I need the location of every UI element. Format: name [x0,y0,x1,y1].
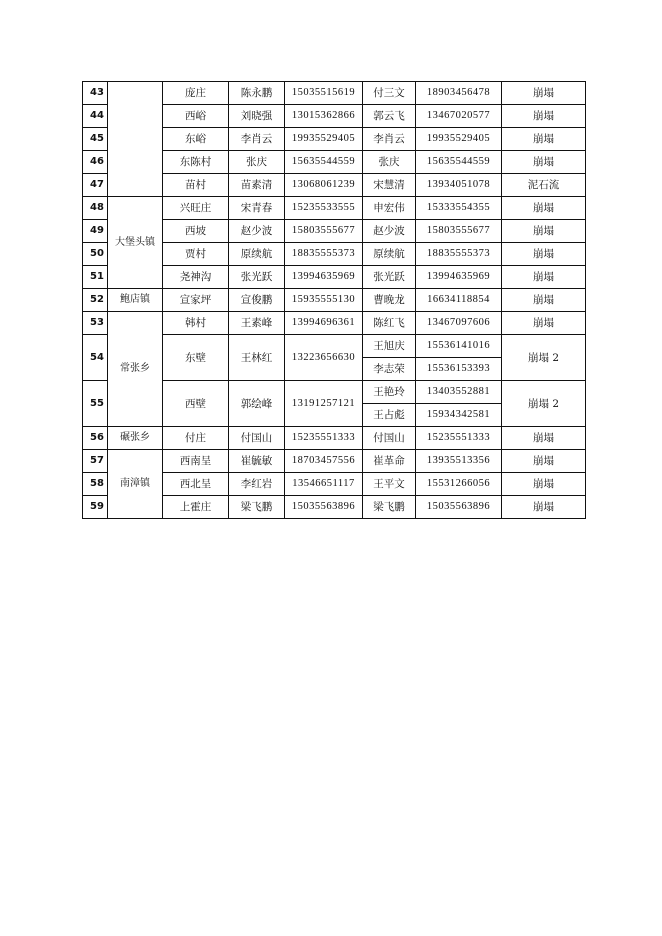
monitor-cell: 王平文 [363,473,416,496]
village-cell: 西壁 [163,381,229,427]
leader-phone-cell: 15635544559 [285,151,363,174]
town-cell: 南漳镇 [108,450,163,519]
leader-phone-cell: 19935529405 [285,128,363,151]
village-cell: 付庄 [163,427,229,450]
hazard-cell: 崩塌 2 [502,381,586,427]
row-number: 50 [83,243,108,266]
leader-cell: 苗素清 [229,174,285,197]
leader-phone-cell: 13068061239 [285,174,363,197]
leader-phone-cell: 13223656630 [285,335,363,381]
leader-phone-cell: 15035563896 [285,496,363,519]
monitor-phone-cell: 15235551333 [416,427,502,450]
hazard-cell: 崩塌 [502,473,586,496]
leader-cell: 原续航 [229,243,285,266]
village-cell: 韩村 [163,312,229,335]
leader-phone-cell: 15235551333 [285,427,363,450]
row-number: 49 [83,220,108,243]
monitor-phone-cell: 15536141016 [416,335,502,358]
leader-cell: 李红岩 [229,473,285,496]
monitor-cell: 宋慧清 [363,174,416,197]
leader-cell: 刘晓强 [229,105,285,128]
leader-phone-cell: 15235533555 [285,197,363,220]
town-cell-empty [108,82,163,197]
hazard-cell: 崩塌 [502,243,586,266]
monitor-phone-cell: 13403552881 [416,381,502,404]
row-number: 46 [83,151,108,174]
monitor-cell: 曹晚龙 [363,289,416,312]
monitor-cell: 赵少波 [363,220,416,243]
town-cell: 大堡头镇 [108,197,163,289]
leader-phone-cell: 18703457556 [285,450,363,473]
row-number: 44 [83,105,108,128]
monitor-phone-cell: 18835555373 [416,243,502,266]
monitor-phone-cell: 15536153393 [416,358,502,381]
hazard-cell: 崩塌 [502,496,586,519]
leader-cell: 王素峰 [229,312,285,335]
monitor-cell: 梁飞鹏 [363,496,416,519]
leader-cell: 张光跃 [229,266,285,289]
monitor-cell: 申宏伟 [363,197,416,220]
hazard-cell: 崩塌 [502,312,586,335]
monitor-cell: 李肖云 [363,128,416,151]
monitor-phone-cell: 13934051078 [416,174,502,197]
village-cell: 西北呈 [163,473,229,496]
town-cell: 碾张乡 [108,427,163,450]
village-cell: 庞庄 [163,82,229,105]
village-cell: 东峪 [163,128,229,151]
leader-phone-cell: 13191257121 [285,381,363,427]
monitor-cell: 李志荣 [363,358,416,381]
row-number: 53 [83,312,108,335]
row-number: 58 [83,473,108,496]
table-row [83,427,586,450]
monitor-cell: 王占彪 [363,404,416,427]
row-number: 54 [83,335,108,381]
monitor-phone-cell: 15333554355 [416,197,502,220]
row-number: 45 [83,128,108,151]
table-row [83,312,586,335]
monitor-cell: 张庆 [363,151,416,174]
monitor-phone-cell: 15803555677 [416,220,502,243]
row-number: 51 [83,266,108,289]
row-number: 52 [83,289,108,312]
table-row [83,450,586,473]
village-cell: 西峪 [163,105,229,128]
village-cell: 东壁 [163,335,229,381]
village-cell: 宣家坪 [163,289,229,312]
hazard-cell: 泥石流 [502,174,586,197]
monitor-cell: 郭云飞 [363,105,416,128]
hazard-cell: 崩塌 [502,220,586,243]
leader-cell: 梁飞鹏 [229,496,285,519]
row-number: 56 [83,427,108,450]
leader-cell: 崔毓敏 [229,450,285,473]
leader-phone-cell: 18835555373 [285,243,363,266]
monitor-cell: 原续航 [363,243,416,266]
hazard-cell: 崩塌 [502,289,586,312]
table-row [83,197,586,220]
hazard-cell: 崩塌 [502,82,586,105]
monitor-phone-cell: 15934342581 [416,404,502,427]
leader-cell: 赵少波 [229,220,285,243]
row-number: 47 [83,174,108,197]
leader-cell: 王林红 [229,335,285,381]
leader-phone-cell: 15035515619 [285,82,363,105]
hazard-cell: 崩塌 [502,197,586,220]
monitor-cell: 王旭庆 [363,335,416,358]
leader-cell: 宋青春 [229,197,285,220]
village-cell: 上霍庄 [163,496,229,519]
monitor-cell: 付国山 [363,427,416,450]
hazard-contact-table [82,81,586,519]
monitor-phone-cell: 13994635969 [416,266,502,289]
monitor-phone-cell: 13935513356 [416,450,502,473]
town-cell: 鲍店镇 [108,289,163,312]
hazard-cell: 崩塌 [502,266,586,289]
leader-cell: 李肖云 [229,128,285,151]
village-cell: 东陈村 [163,151,229,174]
monitor-phone-cell: 13467020577 [416,105,502,128]
row-number: 48 [83,197,108,220]
monitor-cell: 张光跃 [363,266,416,289]
monitor-cell: 陈红飞 [363,312,416,335]
monitor-cell: 王艳玲 [363,381,416,404]
leader-cell: 郭绘峰 [229,381,285,427]
row-number: 43 [83,82,108,105]
leader-cell: 宣俊鹏 [229,289,285,312]
table-row [83,82,586,105]
leader-cell: 陈永鹏 [229,82,285,105]
village-cell: 西南呈 [163,450,229,473]
monitor-phone-cell: 15531266056 [416,473,502,496]
monitor-phone-cell: 16634118854 [416,289,502,312]
leader-cell: 付国山 [229,427,285,450]
monitor-cell: 付三文 [363,82,416,105]
monitor-cell: 崔革命 [363,450,416,473]
leader-cell: 张庆 [229,151,285,174]
leader-phone-cell: 15935555130 [285,289,363,312]
hazard-cell: 崩塌 2 [502,335,586,381]
hazard-cell: 崩塌 [502,128,586,151]
hazard-cell: 崩塌 [502,427,586,450]
village-cell: 苗村 [163,174,229,197]
leader-phone-cell: 13994696361 [285,312,363,335]
leader-phone-cell: 13994635969 [285,266,363,289]
leader-phone-cell: 13546651117 [285,473,363,496]
row-number: 57 [83,450,108,473]
leader-phone-cell: 15803555677 [285,220,363,243]
monitor-phone-cell: 18903456478 [416,82,502,105]
monitor-phone-cell: 13467097606 [416,312,502,335]
hazard-cell: 崩塌 [502,105,586,128]
monitor-phone-cell: 19935529405 [416,128,502,151]
hazard-cell: 崩塌 [502,151,586,174]
village-cell: 贾村 [163,243,229,266]
hazard-cell: 崩塌 [502,450,586,473]
village-cell: 尧神沟 [163,266,229,289]
leader-phone-cell: 13015362866 [285,105,363,128]
town-cell: 常张乡 [108,312,163,427]
village-cell: 兴旺庄 [163,197,229,220]
monitor-phone-cell: 15635544559 [416,151,502,174]
row-number: 55 [83,381,108,427]
row-number: 59 [83,496,108,519]
monitor-phone-cell: 15035563896 [416,496,502,519]
table-row [83,289,586,312]
village-cell: 西坡 [163,220,229,243]
